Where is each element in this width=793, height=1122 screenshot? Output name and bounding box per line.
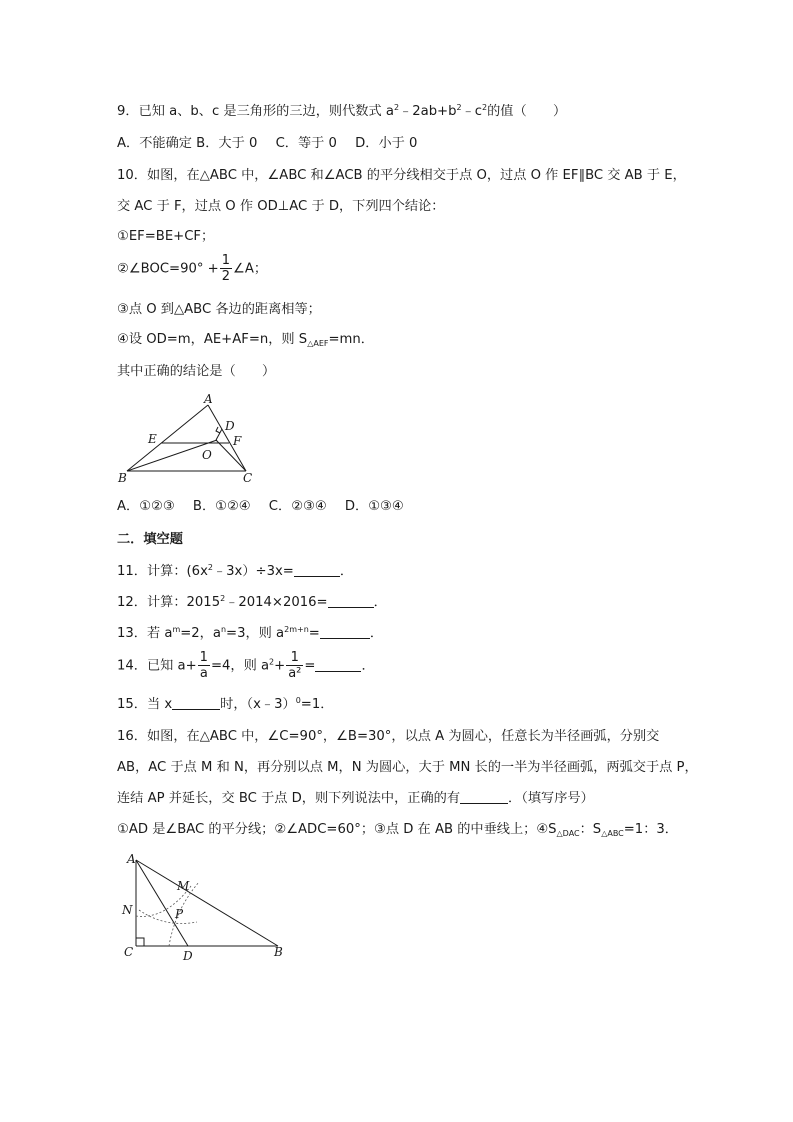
label-d: D <box>225 419 235 433</box>
q16-line3: 连结 AP 并延长，交 BC 于点 D，则下列说法中，正确的有 ．（填写序号） <box>117 791 594 806</box>
q16-line2: AB，AC 于点 M 和 N，再分别以点 M，N 为圆心，大于 MN 长的一半为半径画弧，两弧交于点 P， <box>117 760 698 775</box>
q16-conclusions: ①AD 是∠BAC 的平分线；②∠ADC=60°；③点 D 在 AB 的中垂线上；$④S_{\triangle DAC}$：$S_{\triangle ABC}=1$：3． <box>117 822 678 838</box>
section-title: 二．填空题 <box>117 532 183 547</box>
label-b: B <box>274 945 283 959</box>
label-e: E <box>148 432 157 446</box>
q10-option-c: C．②③④ <box>268 499 327 514</box>
fraction-half: $\frac{1}{2}$ <box>221 253 230 284</box>
q9-options <box>117 135 417 153</box>
answer-blank[interactable] <box>315 658 361 672</box>
q10-conclusion-1: ①EF=BE+CF； <box>117 229 215 244</box>
q12: 12．计算：$2015^2﹣2014\times 2016=$ ． <box>117 594 387 610</box>
label-a: A <box>127 852 136 866</box>
q10-figure <box>112 392 272 490</box>
q9-option-c: C．等于 0 <box>275 136 337 151</box>
answer-blank[interactable] <box>294 563 340 577</box>
fraction-one-over-a-squared: $\frac{1}{\text{a²}}$ <box>288 650 302 681</box>
label-f: F <box>233 434 242 448</box>
q10-conclusion-3: ③点 O 到△ABC 各边的距离相等； <box>117 302 321 317</box>
q9-option-d: D．小于 0 <box>355 136 418 151</box>
segment-od <box>216 429 222 440</box>
segment-ab <box>136 860 278 946</box>
label-m: M <box>177 879 190 893</box>
q15: 15．当 x 时，（x﹣3）$^0$=1． <box>117 696 334 712</box>
right-angle-mark-d <box>216 427 220 433</box>
label-a: A <box>204 392 213 406</box>
q10-line1: 10．如图，在△ABC 中，∠ABC 和∠ACB 的平分线相交于点 O，过点 O 作 EF∥BC 交 AB 于 E， <box>117 168 686 183</box>
q16-figure <box>117 850 292 965</box>
q10-ask: 其中正确的结论是（ ） <box>117 364 276 379</box>
q10-option-d: D．①③④ <box>344 499 404 514</box>
q10-options <box>117 498 404 516</box>
label-p: P <box>175 907 184 921</box>
q14: 14．已知 a+ $\frac{1}{a}$ =4，则 $a^2+$ $\frac{1}{\text{a²}}$ = ． <box>117 650 375 681</box>
answer-blank[interactable] <box>320 625 370 639</box>
q9-stem: 9．已知 a、b、c 是三角形的三边，则代数式 $a^2﹣2ab+b^2﹣c^2$的值（ ） <box>117 103 567 119</box>
segment-ad <box>136 860 188 946</box>
q10-option-b: B．①②④ <box>192 499 251 514</box>
label-c: C <box>243 471 253 485</box>
q10-conclusion-2: ②∠BOC=90° + $\frac{1}{2}$ ∠A； <box>117 253 268 284</box>
label-n: N <box>122 903 133 917</box>
label-d: D <box>183 949 193 963</box>
answer-blank[interactable] <box>460 790 508 804</box>
q16-line1: 16．如图，在△ABC 中，∠C=90°，∠B=30°，以点 A 为圆心，任意长为半径画弧，分别交 <box>117 729 660 744</box>
q10-option-a: A．①②③ <box>117 499 175 514</box>
right-angle-mark-c <box>136 938 144 946</box>
q9-option-b: B．大于 0 <box>196 136 258 151</box>
segment-ab <box>127 405 208 471</box>
label-c: C <box>124 945 134 959</box>
q9-option-a: A．不能确定 <box>117 136 192 151</box>
q13: 13．若 $a^m=2$，$a^n=3$，则 $a^{2m+n}=$ ． <box>117 625 384 641</box>
label-o: O <box>202 448 212 462</box>
answer-blank[interactable] <box>328 594 374 608</box>
answer-blank[interactable] <box>172 696 220 710</box>
q10-conclusion-4: ④设 OD=m，AE+AF=n，则 $S_{\triangle AEF}=mn$． <box>117 332 374 348</box>
label-b: B <box>118 471 127 485</box>
q11: 11．计算：$(6x^2﹣3x)\div 3x=$ ． <box>117 563 354 579</box>
fraction-one-over-a: $\frac{1}{a}$ <box>199 650 208 681</box>
q10-line2: 交 AC 于 F，过点 O 作 OD⊥AC 于 D，下列四个结论： <box>117 199 445 214</box>
